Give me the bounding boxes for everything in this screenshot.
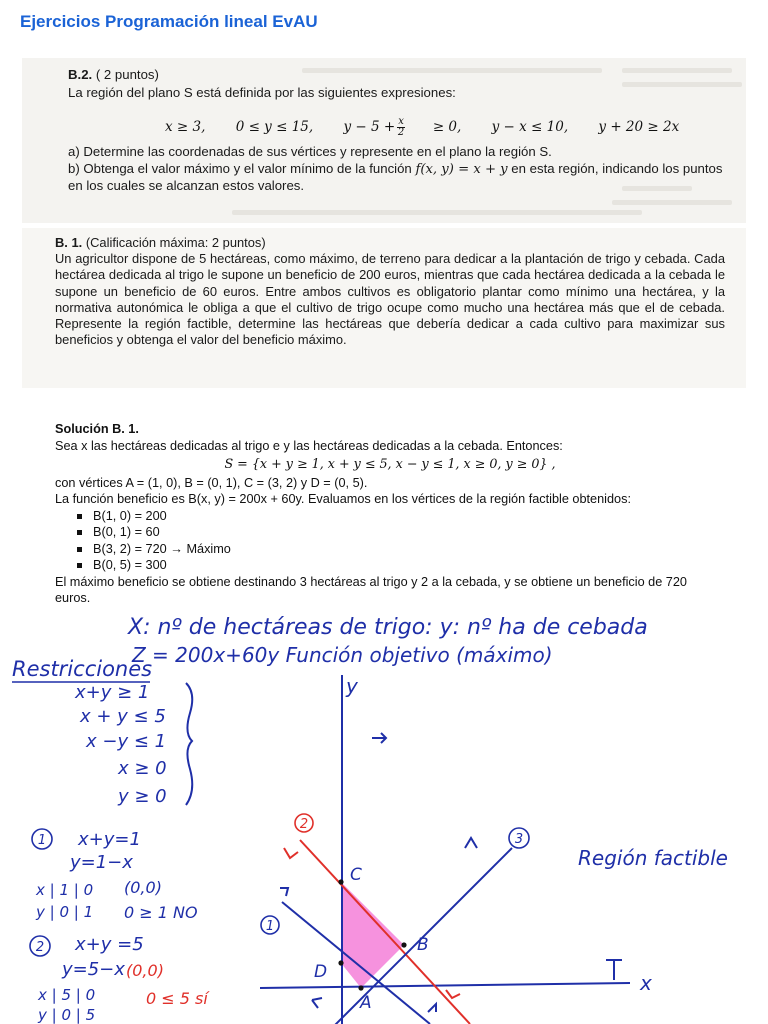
evaluation-item: B(0, 5) = 300 [93, 557, 725, 574]
hw-c2-table-x: x | 5 | 0 [38, 986, 96, 1004]
b2-qb-text-1: b) Obtenga el valor máximo y el valor mínimo de la función [68, 161, 416, 176]
hw-restriction: x −y ≤ 1 [86, 731, 167, 752]
hw-c1-test-point: (0,0) [124, 878, 162, 897]
line-2 [300, 840, 470, 1024]
frac-num: x [398, 116, 404, 127]
arrow-marker-icon [312, 998, 322, 1008]
b1-label: B. 1. [55, 235, 83, 250]
b2-expr-4: y − x ≤ 10, [491, 119, 569, 135]
b1-points: (Calificación máxima: 2 puntos) [85, 235, 266, 250]
frac-den: 2 [397, 127, 405, 138]
evaluation-item: B(1, 0) = 200 [93, 508, 725, 525]
b2-expr-5: y + 20 ≥ 2x [598, 119, 680, 135]
hw-point-c: C [350, 865, 362, 885]
hw-c1-solution: y=1−x [70, 852, 133, 873]
b2-points: ( 2 puntos) [95, 67, 159, 82]
b2-qb-function: f(x, y) = x + y [415, 162, 508, 177]
arrow-marker-icon [280, 888, 288, 896]
b2-expr-2: 0 ≤ y ≤ 15, [235, 119, 314, 135]
b2-qb-text-2: en esta región, indicando los puntos [507, 161, 723, 176]
hw-c1-equation: x+y=1 [78, 829, 141, 850]
hw-c1-table-y: y | 0 | 1 [36, 903, 94, 921]
vertex-b [401, 942, 406, 947]
hw-graph-circle-3-label: 3 [514, 832, 524, 847]
solution-set: S = {x + y ≥ 1, x + y ≤ 5, x − y ≤ 1, x ≥ 0, y ≥ 0} , [224, 456, 556, 471]
hw-brace [186, 683, 192, 805]
b2-expr-1: x ≥ 3, [165, 119, 206, 135]
b2-expr-3-pre: y − 5 + [343, 119, 396, 135]
b2-label: B.2. [68, 67, 93, 82]
hw-restriction: x + y ≤ 5 [80, 706, 166, 727]
b2-expr-3-post: ≥ 0, [432, 119, 462, 135]
hw-circle-1-label: 1 [37, 833, 47, 848]
solution-title: Solución B. 1. [55, 422, 139, 436]
hw-region-label: Región factible [578, 846, 728, 870]
hw-circle-2-label: 2 [35, 940, 45, 955]
hw-restriction: x ≥ 0 [118, 758, 167, 779]
hw-graph-circle-1-label: 1 [265, 919, 275, 934]
page-title: Ejercicios Programación lineal EvAU [20, 12, 318, 31]
red-arrow-icon [446, 990, 460, 998]
solution-line-1: Sea x las hectáreas dedicadas al trigo e y las hectáreas dedicadas a la cebada. Entonces: [55, 438, 563, 453]
hw-objective-line: Z = 200x+60y Función objetivo (máximo) [132, 643, 553, 667]
evaluation-item: B(0, 1) = 60 [93, 524, 725, 541]
hw-c2-solution: y=5−x [62, 959, 125, 980]
hw-c2-table-y: y | 0 | 5 [38, 1006, 96, 1024]
hw-point-d: D [314, 962, 328, 982]
feasible-region [341, 882, 404, 988]
red-arrow-icon [284, 848, 298, 858]
hw-variables-line: X: nº de hectáreas de trigo: y: nº ha de cebada [128, 615, 648, 640]
hw-c2-result: 0 ≤ 5 sí [146, 989, 208, 1008]
b2-question-a: a) Determine las coordenadas de sus vértices y represente en el plano la región S. [68, 144, 552, 159]
evaluation-item: B(3, 2) = 720 → Máximo [93, 541, 725, 558]
solution-function: La función beneficio es B(x, y) = 200x + 60y. Evaluamos en los vértices de la región factible obtenidos: [55, 492, 631, 506]
hw-c2-test-point: (0,0) [126, 961, 164, 980]
solution-conclusion: El máximo beneficio se obtiene destinando 3 hectáreas al trigo y 2 a la cebada, y se obtiene un beneficio de 720 euros. [55, 574, 687, 605]
solution-vertices: con vértices A = (1, 0), B = (0, 1), C = (3, 2) y D = (0, 5). [55, 475, 368, 490]
hw-axis-y-label: y [346, 674, 358, 698]
hw-restrictions-title: Restricciones [12, 657, 153, 681]
hw-axis-x-label: x [640, 971, 652, 995]
arrow-marker-icon [428, 1004, 436, 1012]
b2-intro: La región del plano S está definida por las siguientes expresiones: [68, 85, 456, 100]
arrow-right-icon [372, 733, 386, 743]
arrow-tick-icon [606, 960, 622, 980]
vertex-c [338, 879, 343, 884]
hw-point-a: A [360, 993, 372, 1013]
b1-text: Un agricultor dispone de 5 hectáreas, como máximo, de terreno para dedicar a la plantación de trigo y cebada. Cada hectárea dedicada al trigo le supone un beneficio de 200 euros, mientras que cada hectárea dedicada a la cebada le supone un beneficio de 60 euros. Entre ambos cultivos es obligatorio plantar como mínimo una hectárea, y la normativa autonómica le obliga a que el cultivo de trigo ocupe como mucho una hectárea más que el de cebada. Represente la región factible, determine las hectáreas que debería dedicar a cada cultivo para maximizar sus beneficios y obtenga el valor del beneficio máximo. [55, 251, 725, 348]
x-axis [260, 983, 630, 988]
b2-question-b-cont: en los cuales se alcanzan estos valores. [68, 178, 305, 193]
vertex-d [338, 960, 343, 965]
hw-restriction: y ≥ 0 [118, 786, 167, 807]
hw-c2-equation: x+y =5 [75, 934, 144, 955]
vertex-a [358, 985, 363, 990]
arrow-up-icon [465, 838, 477, 848]
hw-restriction: x+y ≥ 1 [75, 682, 150, 703]
hw-graph-circle-2-label: 2 [299, 817, 309, 832]
hw-c1-result: 0 ≥ 1 NO [124, 903, 198, 922]
hw-c1-table-x: x | 1 | 0 [36, 881, 94, 899]
hw-point-b: B [417, 935, 429, 955]
